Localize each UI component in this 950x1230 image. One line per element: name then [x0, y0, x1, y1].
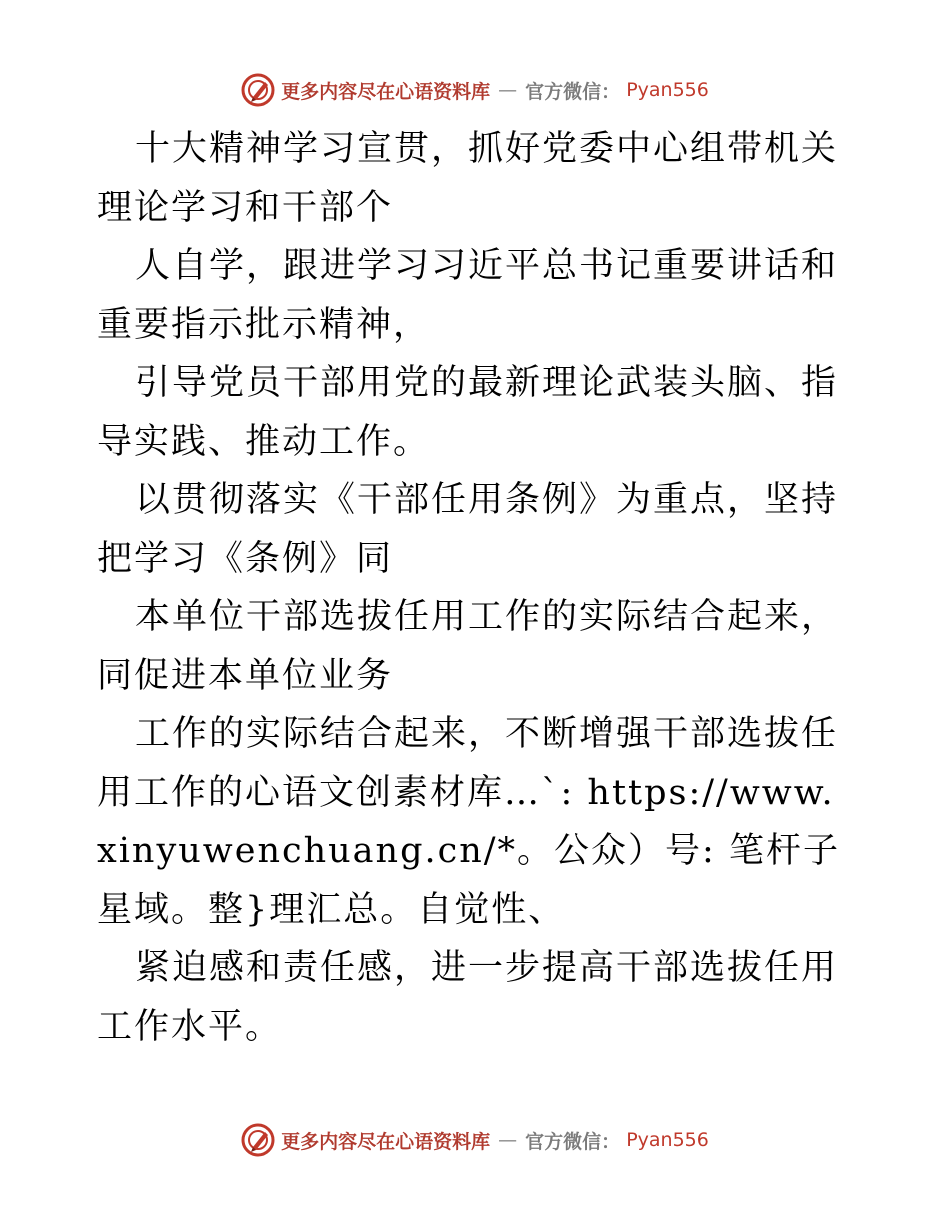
- watermark-separator: —: [498, 1129, 518, 1151]
- document-body: [97, 120, 853, 1056]
- watermark-official-label: 官方微信：: [525, 80, 621, 103]
- paragraph: 紧迫感和责任感，进一步提高干部选拔任用工作水平。: [97, 948, 839, 1047]
- paragraph: 工作的实际结合起来，不断增强干部选拔任用工作的心语文创素材库…`: https://www.xinyuwenchuang.cn/*。公众）号: 笔杆子星域。整}理汇总。自觉性、: [97, 714, 840, 930]
- pen-logo-icon: [241, 73, 275, 107]
- header-watermark: [0, 70, 950, 110]
- paragraph: 十大精神学习宣贯，抓好党委中心组带机关理论学习和干部个: [97, 129, 839, 228]
- paragraph: 人自学，跟进学习习近平总书记重要讲话和重要指示批示精神，: [97, 246, 839, 345]
- watermark-official-label: 官方微信：: [525, 1130, 621, 1153]
- pen-logo-icon: [241, 1123, 275, 1157]
- paragraph: 本单位干部选拔任用工作的实际结合起来，同促进本单位业务: [97, 597, 839, 696]
- watermark-wechat-id: Pyan556: [626, 79, 709, 101]
- footer-watermark: [0, 1120, 950, 1160]
- watermark-brand: 更多内容尽在心语资料库: [281, 1130, 491, 1153]
- paragraph: 引导党员干部用党的最新理论武装头脑、指导实践、推动工作。: [97, 363, 839, 462]
- watermark-separator: —: [498, 79, 518, 101]
- paragraph: 以贯彻落实《干部任用条例》为重点，坚持把学习《条例》同: [97, 480, 839, 579]
- watermark-wechat-id: Pyan556: [626, 1129, 709, 1151]
- watermark-brand: 更多内容尽在心语资料库: [281, 80, 491, 103]
